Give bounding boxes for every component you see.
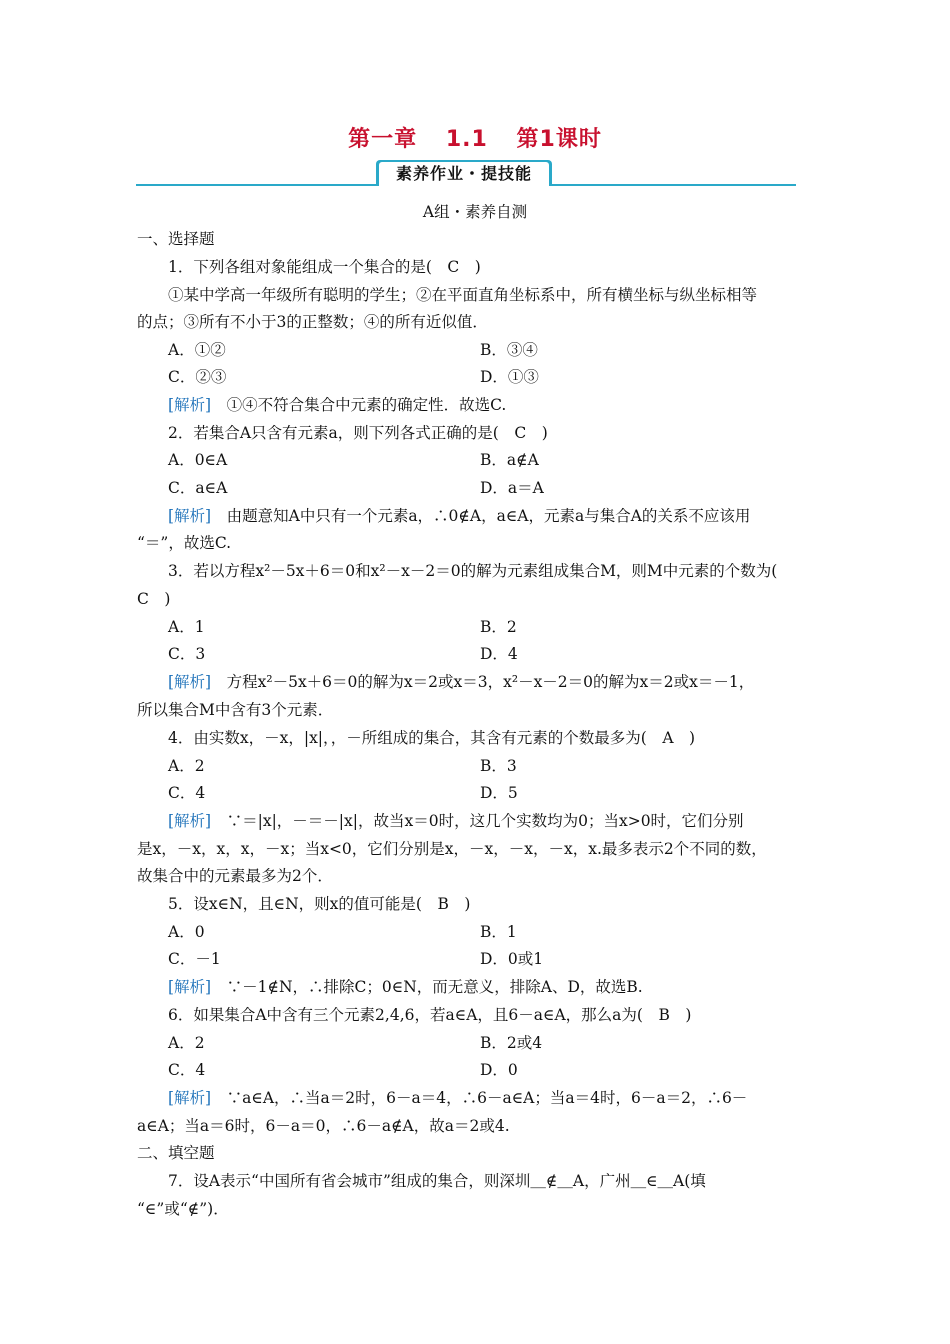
analysis (168, 395, 506, 415)
option: A．2 (168, 757, 205, 775)
option: A．①② (168, 341, 226, 359)
option: A．0∈A (168, 451, 228, 469)
question-text: C ) (137, 590, 171, 608)
section-heading: 一、选择题 (137, 230, 215, 248)
banner (376, 160, 552, 186)
group-heading: A组・素养自测 (422, 203, 528, 221)
option: C．－1 (168, 950, 221, 968)
analysis-tag: [解析] (168, 1089, 212, 1107)
analysis-text: ①④不符合集合中元素的确定性．故选C. (226, 396, 507, 414)
page-title (0, 122, 950, 153)
analysis-text: 由题意知A中只有一个元素a，∴0∉A，a∈A，元素a与集合A的关系不应该用 (226, 507, 751, 525)
option: C．a∈A (168, 479, 228, 497)
question-text: 7．设A表示“中国所有省会城市”组成的集合，则深圳＿∉＿A，广州＿∈＿A(填 (168, 1172, 706, 1190)
chapter-label: 第一章 (348, 127, 418, 152)
option: C．②③ (168, 368, 227, 386)
analysis (168, 672, 754, 692)
option: C．4 (168, 1061, 206, 1079)
question-text: ①某中学高一年级所有聪明的学生；②在平面直角坐标系中，所有横坐标与纵坐标相等 (168, 286, 758, 304)
option: A．1 (168, 618, 205, 636)
lesson-label: 第1课时 (516, 127, 602, 152)
option: B．③④ (480, 341, 538, 359)
option: B．2 (480, 618, 517, 636)
option: A．2 (168, 1034, 205, 1052)
section-label: 1.1 (445, 127, 488, 152)
analysis (168, 1088, 747, 1108)
analysis-text: “＝”，故选C. (137, 534, 232, 552)
option: C．4 (168, 784, 206, 802)
option: B．2或4 (480, 1034, 543, 1052)
question-text: 4．由实数x，－x，|x|，，－所组成的集合，其含有元素的个数最多为( A ) (168, 729, 696, 747)
analysis (168, 811, 744, 831)
analysis (168, 506, 750, 526)
option: C．3 (168, 645, 206, 663)
option: A．0 (168, 923, 205, 941)
option: B．1 (480, 923, 517, 941)
option: B．a∉A (480, 451, 539, 469)
analysis-text: ∵－1∉N，∴排除C；0∈N，而无意义，排除A、D，故选B. (226, 978, 643, 996)
analysis-text: ∵a∈A，∴当a＝2时，6－a＝4，∴6－a∈A；当a＝4时，6－a＝2，∴6－ (226, 1089, 748, 1107)
analysis-text: 所以集合M中含有3个元素． (137, 701, 334, 719)
analysis-tag: [解析] (168, 978, 212, 996)
option: D．5 (480, 784, 518, 802)
option: B．3 (480, 757, 517, 775)
question-text: 2．若集合A只含有元素a，则下列各式正确的是( C ) (168, 424, 548, 442)
question-text: 的点；③所有不小于3的正整数；④的所有近似值． (137, 313, 488, 331)
question-text: “∈”或“∉”)． (137, 1200, 229, 1218)
analysis-text: 是x，－x，x，x，－x；当x<0，它们分别是x，－x，－x，－x，x.最多表示2个不同的数， (137, 840, 767, 858)
analysis-tag: [解析] (168, 396, 212, 414)
question-text: 5．设x∈N，且∈N，则x的值可能是( B ) (168, 895, 471, 913)
analysis (168, 977, 643, 997)
question-text: 3．若以方程x²－5x＋6＝0和x²－x－2＝0的解为元素组成集合M，则M中元素的个数为( (168, 562, 778, 580)
analysis-tag: [解析] (168, 507, 212, 525)
question-text: 1．下列各组对象能组成一个集合的是( C ) (168, 258, 481, 276)
option: D．0 (480, 1061, 518, 1079)
analysis-text: ∵＝|x|，－＝－|x|，故当x＝0时，这几个实数均为0；当x>0时，它们分别 (226, 812, 744, 830)
analysis-text: 方程x²－5x＋6＝0的解为x＝2或x＝3，x²－x－2＝0的解为x＝2或x＝－1， (226, 673, 755, 691)
analysis-tag: [解析] (168, 673, 212, 691)
analysis-text: a∈A；当a＝6时，6－a＝0，∴6－a∉A，故a＝2或4. (137, 1117, 510, 1135)
option: D．a＝A (480, 479, 544, 497)
option: D．①③ (480, 368, 539, 386)
analysis-text: 故集合中的元素最多为2个． (137, 867, 333, 885)
option: D．0或1 (480, 950, 544, 968)
option: D．4 (480, 645, 518, 663)
analysis-tag: [解析] (168, 812, 212, 830)
banner-text: 素养作业・提技能 (379, 162, 549, 186)
section-heading: 二、填空题 (137, 1144, 215, 1162)
question-text: 6．如果集合A中含有三个元素2,4,6，若a∈A，且6－a∈A，那么a为( B ) (168, 1006, 692, 1024)
